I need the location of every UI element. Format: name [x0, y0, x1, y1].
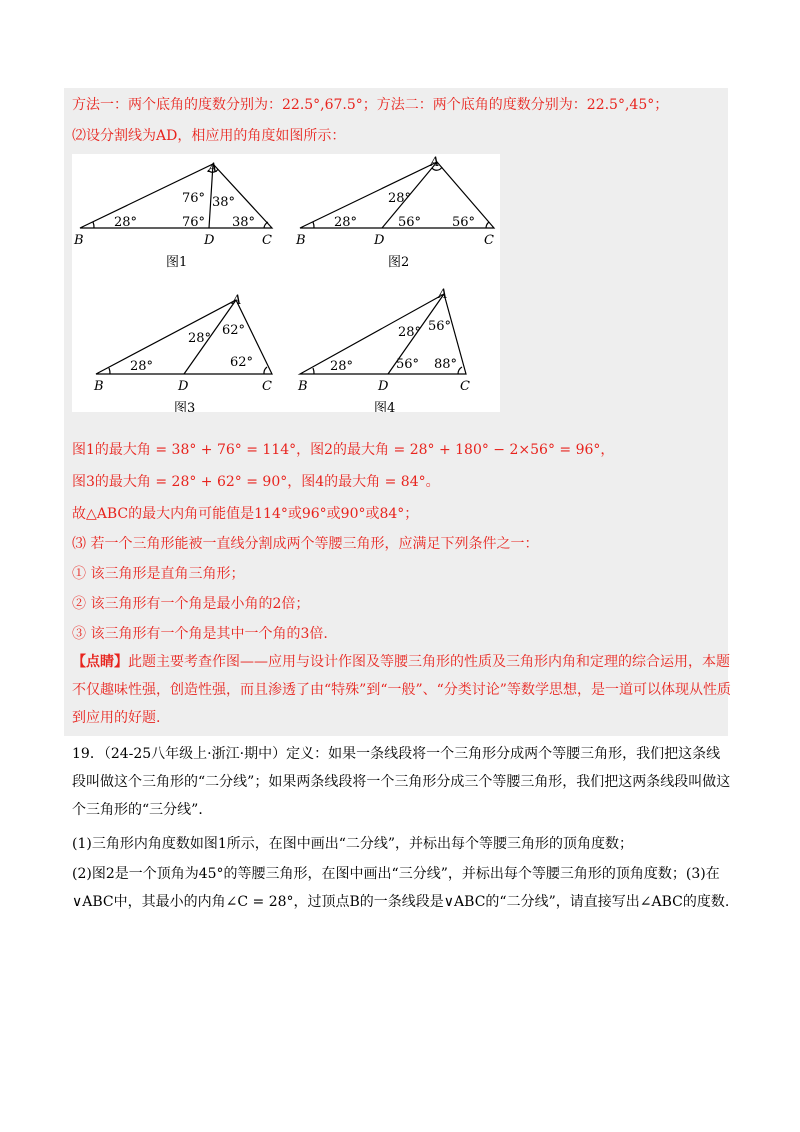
fig4-label-A: A	[438, 287, 448, 302]
condition-2: ② 该三角形有一个角是最小角的2倍；	[72, 596, 310, 612]
fig1-label-A: A	[208, 161, 218, 176]
question-part-1: (1)三角形内角度数如图1所示，在图中画出“二分线”，并标出每个等腰三角形的顶角度数；	[72, 836, 634, 852]
fig3-label-B: B	[94, 379, 104, 394]
fig3-angle-2: 62°	[222, 323, 246, 338]
fig4-label-D: D	[378, 379, 389, 394]
question-19: 19．（24-25八年级上·浙江·期中）定义：如果一条线段将一个三角形分成两个等腰三角形，我们把这条线段叫做这个三角形的“二分线”；如果两条线段将一个三角形分成三个等腰三角形，我们把这两条线段叫做这个三角形的“三分线”．	[72, 746, 731, 818]
fig1-label-B: B	[74, 233, 84, 248]
fig1-label-C: C	[262, 233, 272, 248]
fig2-label-A: A	[430, 155, 440, 170]
fig2-angle-4: 56°	[452, 215, 476, 230]
fig2-angle-2: 28°	[334, 215, 358, 230]
fig4-angle-5: 88°	[434, 357, 458, 372]
fig2-caption: 图2	[388, 255, 410, 270]
geometry-figures	[72, 154, 500, 412]
fig2-label-C: C	[484, 233, 494, 248]
fig3-label-D: D	[178, 379, 189, 394]
fig1-angle-2: 38°	[212, 195, 236, 210]
fig3-angle-1: 28°	[188, 331, 212, 346]
fig4-angle-4: 56°	[396, 357, 420, 372]
fig1-angle-1: 76°	[182, 191, 206, 206]
condition-1: ① 该三角形是直角三角形；	[72, 566, 245, 582]
conclusion-line: 故△ABC的最大内角可能值是114°或96°或90°或84°；	[72, 506, 419, 522]
fig2-angle-1: 28°	[388, 191, 412, 206]
fig2-angle-3: 56°	[398, 215, 422, 230]
fig3-angle-3: 28°	[130, 359, 154, 374]
fig4-label-B: B	[298, 379, 308, 394]
max-angle-line-2: 图3的最大角 = 28° + 62° = 90°，图4的最大角 = 84°。	[72, 474, 440, 490]
fig4-caption: 图4	[374, 401, 396, 412]
fig3-label-A: A	[232, 293, 242, 308]
fig1-angle-4: 76°	[182, 215, 206, 230]
max-angle-line-1: 图1的最大角 = 38° + 76° = 114°，图2的最大角 = 28° + 180° − 2×56° = 96°，	[72, 442, 615, 458]
fig2-label-D: D	[374, 233, 385, 248]
fig4-label-C: C	[460, 379, 470, 394]
figures-panel	[72, 154, 500, 412]
question-part-2-3: (2)图2是一个顶角为45°的等腰三角形，在图中画出“三分线”，并标出每个等腰三角形的顶角度数；(3)在∨ABC中，其最小的内角∠C = 28°，过顶点B的一条线段是∨ABC的“二分线”，请直接写出∠ABC的度数.	[72, 866, 730, 910]
method-line: 方法一：两个底角的度数分别为：22.5°,67.5°；方法二：两个底角的度数分别为：22.5°,45°；	[72, 97, 669, 113]
fig3-label-C: C	[262, 379, 272, 394]
comment-text: 此题主要考查作图——应用与设计作图及等腰三角形的性质及三角形内角和定理的综合运用，本题不仅趣味性强，创造性强，而且渗透了由“特殊”到“一般”、“分类讨论”等数学思想，是一道可以体现从性质到应用的好题.	[72, 654, 731, 726]
condition-3: ③ 该三角形有一个角是其中一个角的3倍.	[72, 626, 328, 642]
fig3-caption: 图3	[174, 401, 196, 412]
fig1-label-D: D	[204, 233, 215, 248]
fig4-angle-3: 28°	[330, 359, 354, 374]
fig3-angle-4: 62°	[230, 355, 254, 370]
fig1-angle-3: 28°	[114, 215, 138, 230]
fig4-angle-1: 28°	[398, 325, 422, 340]
fig4-angle-2: 56°	[428, 319, 452, 334]
fig1-angle-5: 38°	[232, 215, 256, 230]
fig2-label-B: B	[296, 233, 306, 248]
part3-intro: ⑶ 若一个三角形能被一直线分割成两个等腰三角形，应满足下列条件之一：	[72, 536, 539, 552]
comment-tag: 【点睛】	[72, 654, 128, 670]
fig1-caption: 图1	[166, 255, 188, 270]
part2-intro: ⑵设分割线为AD，相应用的角度如图所示：	[72, 128, 346, 144]
comment-paragraph	[72, 648, 732, 732]
